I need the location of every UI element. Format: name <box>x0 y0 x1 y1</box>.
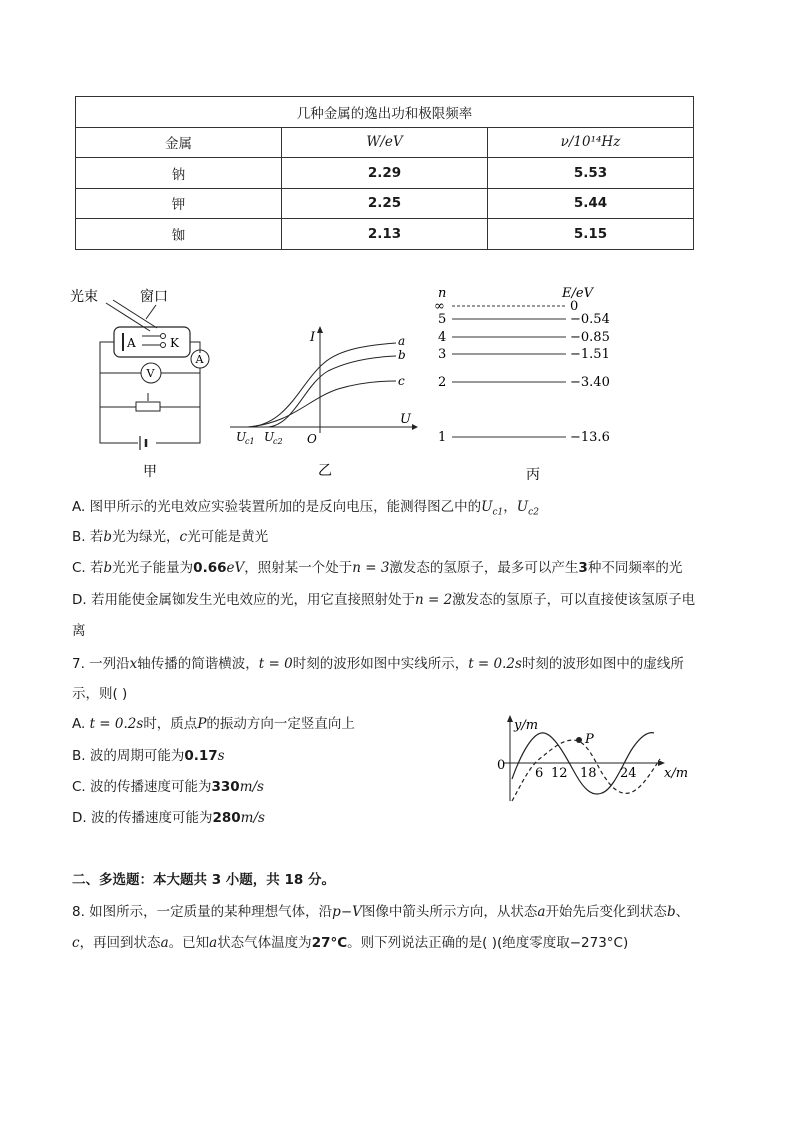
svg-text:−0.54: −0.54 <box>570 312 610 327</box>
cathode-label: K <box>170 336 179 350</box>
svg-text:0: 0 <box>570 299 579 314</box>
q6-option-d: D. 若用能使金属铷发生光电效应的光，用它直接照射处于n = 2激发态的氢原子，可以直接使该氢原子电 <box>72 592 696 608</box>
point-p-label: P <box>585 732 594 747</box>
point-p-marker <box>576 737 582 743</box>
metal-work-function-table <box>75 96 694 250</box>
x-tick: 24 <box>620 766 637 781</box>
energy-level <box>434 299 578 314</box>
curve-c-label: c <box>398 374 405 388</box>
q7-option-b: B. 波的周期可能为0.17s <box>72 748 225 764</box>
q6-option-c: C. 若b光光子能量为0.66eV，照射某一个处于n = 3激发态的氢原子，最多可以产生3种不同频率的光 <box>72 560 683 576</box>
metal-name: 钾 <box>76 188 282 219</box>
svg-text:−13.6: −13.6 <box>570 430 610 445</box>
table-row <box>76 219 694 250</box>
q7-option-c: C. 波的传播速度可能为330m/s <box>72 779 264 795</box>
svg-text:∞: ∞ <box>434 299 445 314</box>
q6-option-b: B. 若b光为绿光，c光可能是黄光 <box>72 529 269 545</box>
table-title: 几种金属的逸出功和极限频率 <box>76 97 694 128</box>
energy-level <box>438 347 610 362</box>
svg-text:2: 2 <box>438 375 447 390</box>
x-tick: 18 <box>580 766 597 781</box>
anode-label: A <box>127 336 136 350</box>
frequency-value: 5.53 <box>488 158 694 189</box>
wave-x-label: x/m <box>664 766 689 781</box>
table-header-metal: 金属 <box>76 127 282 158</box>
svg-text:4: 4 <box>438 330 447 345</box>
curve-b-label: b <box>398 348 406 362</box>
beam-label: 光束 <box>70 289 98 305</box>
energy-level <box>438 330 610 345</box>
frequency-value: 5.15 <box>488 219 694 250</box>
x-tick: 6 <box>535 766 544 781</box>
q7-stem-line2: 示，则( ) <box>72 686 128 702</box>
caption-bing: 丙 <box>526 467 540 483</box>
u-axis-label: U <box>400 412 411 427</box>
table-header-frequency: ν/10¹⁴Hz <box>488 127 694 158</box>
energy-level <box>438 312 610 327</box>
voltmeter-label: V <box>146 367 155 380</box>
figure-jia-circuit <box>68 283 228 483</box>
uc1-subscript: c1 <box>245 437 255 446</box>
x-tick: 12 <box>551 766 568 781</box>
table-row <box>76 158 694 189</box>
uc2-subscript: c2 <box>273 437 283 446</box>
svg-text:−0.85: −0.85 <box>570 330 610 345</box>
wave-y-label: y/m <box>514 718 539 733</box>
q7-option-a: A. t = 0.2s时，质点P的振动方向一定竖直向上 <box>72 716 355 732</box>
frequency-value: 5.44 <box>488 188 694 219</box>
window-label: 窗口 <box>140 289 168 305</box>
section-2-heading: 二、多选题：本大题共 3 小题，共 18 分。 <box>72 872 335 888</box>
n-label: n <box>438 286 447 301</box>
energy-level <box>438 430 610 445</box>
energy-level <box>438 375 610 390</box>
work-function-value: 2.29 <box>282 158 488 189</box>
svg-text:1: 1 <box>438 430 447 445</box>
uc1-label: U <box>236 430 247 444</box>
figure-yi-iu-graph <box>228 323 418 488</box>
svg-text:3: 3 <box>438 347 447 362</box>
caption-jia: 甲 <box>143 464 157 480</box>
metal-name: 钠 <box>76 158 282 189</box>
uc2-label: U <box>264 430 275 444</box>
work-function-value: 2.13 <box>282 219 488 250</box>
origin-label: O <box>307 432 317 446</box>
i-axis-label: I <box>310 330 316 345</box>
caption-yi: 乙 <box>318 463 332 479</box>
svg-text:−1.51: −1.51 <box>570 347 610 362</box>
table-header-work-function: W/eV <box>282 127 488 158</box>
q8-stem-line1: 8. 如图所示，一定质量的某种理想气体，沿p−V图像中箭头所示方向，从状态a开始先后变化到状态b、 <box>72 904 690 920</box>
svg-text:−3.40: −3.40 <box>570 375 610 390</box>
q6-option-d-continued: 离 <box>72 623 86 639</box>
figure-wave-graph <box>492 713 702 808</box>
energy-label: E/eV <box>562 286 593 301</box>
ammeter-label: A <box>195 353 204 366</box>
svg-text:5: 5 <box>438 312 447 327</box>
figure-bing-energy-levels <box>430 283 620 488</box>
q6-option-a: A. 图甲所示的光电效应实验装置所加的是反向电压，能测得图乙中的$U_{c1}$，$U_{c2}$ <box>72 499 539 518</box>
metal-name: 铷 <box>76 219 282 250</box>
q7-option-d: D. 波的传播速度可能为280m/s <box>72 810 265 826</box>
q7-stem-line1: 7. 一列沿x轴传播的简谐横波，t = 0时刻的波形如图中实线所示，t = 0.2s时刻的波形如图中的虚线所 <box>72 656 684 672</box>
wave-origin-label: 0 <box>497 758 506 773</box>
table-row <box>76 188 694 219</box>
work-function-value: 2.25 <box>282 188 488 219</box>
curve-a-label: a <box>398 334 406 348</box>
q8-stem-line2: c，再回到状态a。已知a状态气体温度为27°C。则下列说法正确的是( )(绝度零度取−273°C) <box>72 935 629 951</box>
